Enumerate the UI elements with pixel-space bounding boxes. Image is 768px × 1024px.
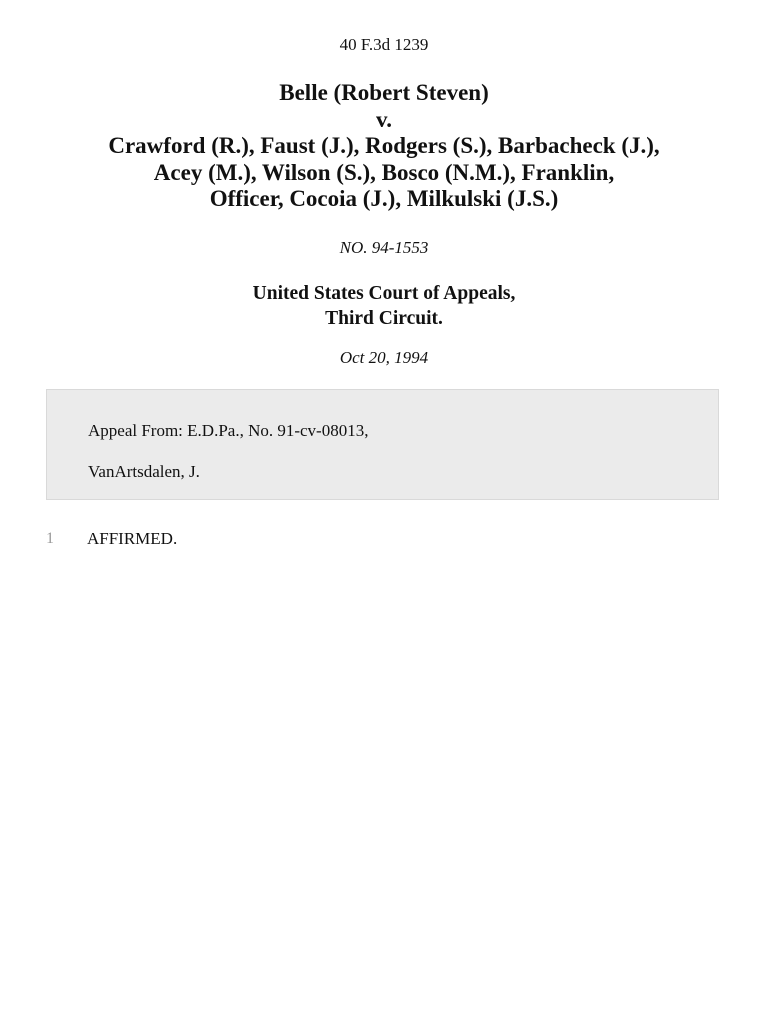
court-name-line-2: Third Circuit. — [325, 308, 443, 329]
appeal-judge: VanArtsdalen, J. — [88, 462, 200, 481]
appeal-from: Appeal From: E.D.Pa., No. 91-cv-08013, — [88, 421, 369, 440]
appeal-info-box — [46, 389, 719, 500]
docket-number: NO. 94-1553 — [339, 238, 429, 257]
case-title-defendants-line-3: Officer, Cocoia (J.), Milkulski (J.S.) — [209, 186, 559, 211]
case-title-defendants-line-1: Crawford (R.), Faust (J.), Rodgers (S.), Barbacheck (J.), — [108, 133, 660, 158]
case-title — [40, 80, 728, 213]
decision-date: Oct 20, 1994 — [339, 348, 429, 367]
case-title-versus: v. — [376, 106, 392, 132]
paragraph-number: 1 — [46, 530, 54, 547]
court-name — [0, 281, 768, 331]
case-title-plaintiff: Belle (Robert Steven) — [279, 80, 489, 105]
case-citation: 40 F.3d 1239 — [339, 35, 429, 54]
case-title-defendants-line-2: Acey (M.), Wilson (S.), Bosco (N.M.), Franklin, — [153, 159, 615, 185]
court-name-line-1: United States Court of Appeals, — [252, 283, 516, 304]
paragraph-text: AFFIRMED. — [87, 529, 178, 548]
